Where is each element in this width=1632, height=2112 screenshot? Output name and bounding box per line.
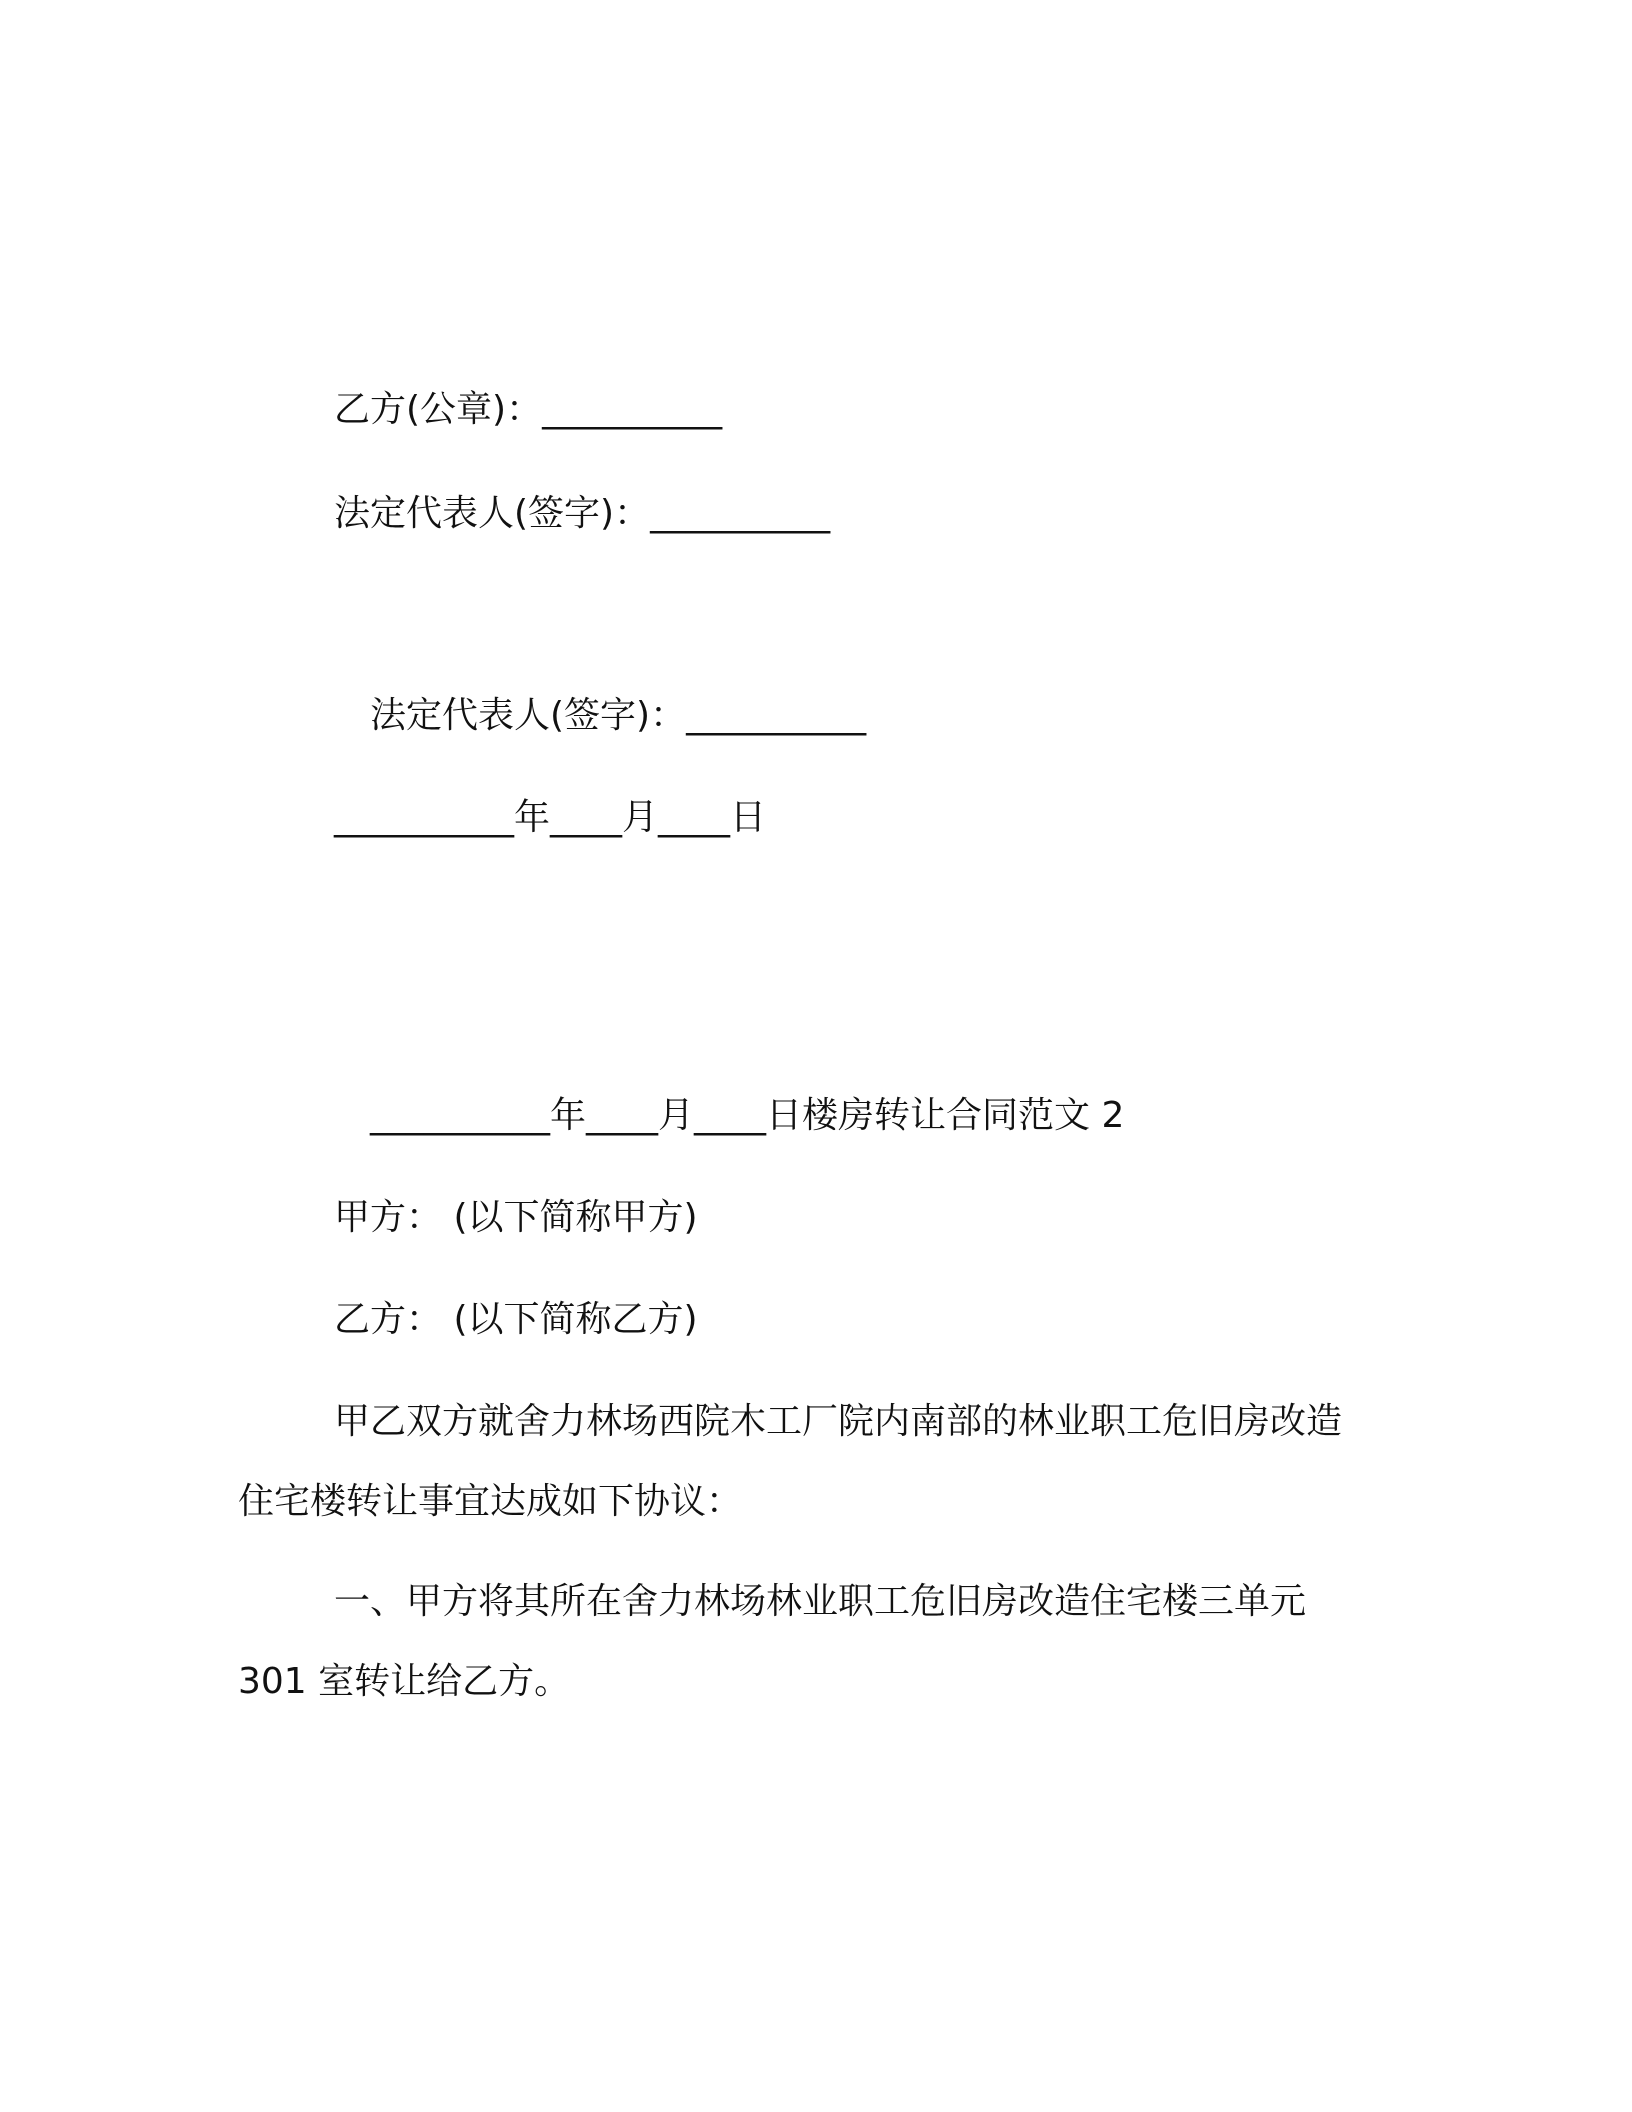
- intro-paragraph-line: 住宅楼转让事宜达成如下协议：: [238, 1481, 743, 1522]
- intro-paragraph-line: 甲乙双方就舍力林场西院木工厂院内南部的林业职工危旧房改造: [334, 1401, 1343, 1442]
- contract-title: __________年____月____日楼房转让合同范文 2: [370, 1095, 1125, 1136]
- legal-representative-signature-line: 法定代表人(签字)：__________: [334, 493, 831, 534]
- date-line: __________年____月____日: [334, 797, 766, 838]
- party-b-seal-line: 乙方(公章)：__________: [334, 389, 723, 430]
- party-b-line: 乙方： (以下简称乙方): [334, 1299, 698, 1340]
- legal-representative-signature-line: 法定代表人(签字)：__________: [370, 695, 867, 736]
- clause-paragraph-line: 301 室转让给乙方。: [238, 1661, 571, 1702]
- party-a-line: 甲方： (以下简称甲方): [334, 1197, 698, 1238]
- clause-paragraph-line: 一、甲方将其所在舍力林场林业职工危旧房改造住宅楼三单元: [334, 1581, 1307, 1622]
